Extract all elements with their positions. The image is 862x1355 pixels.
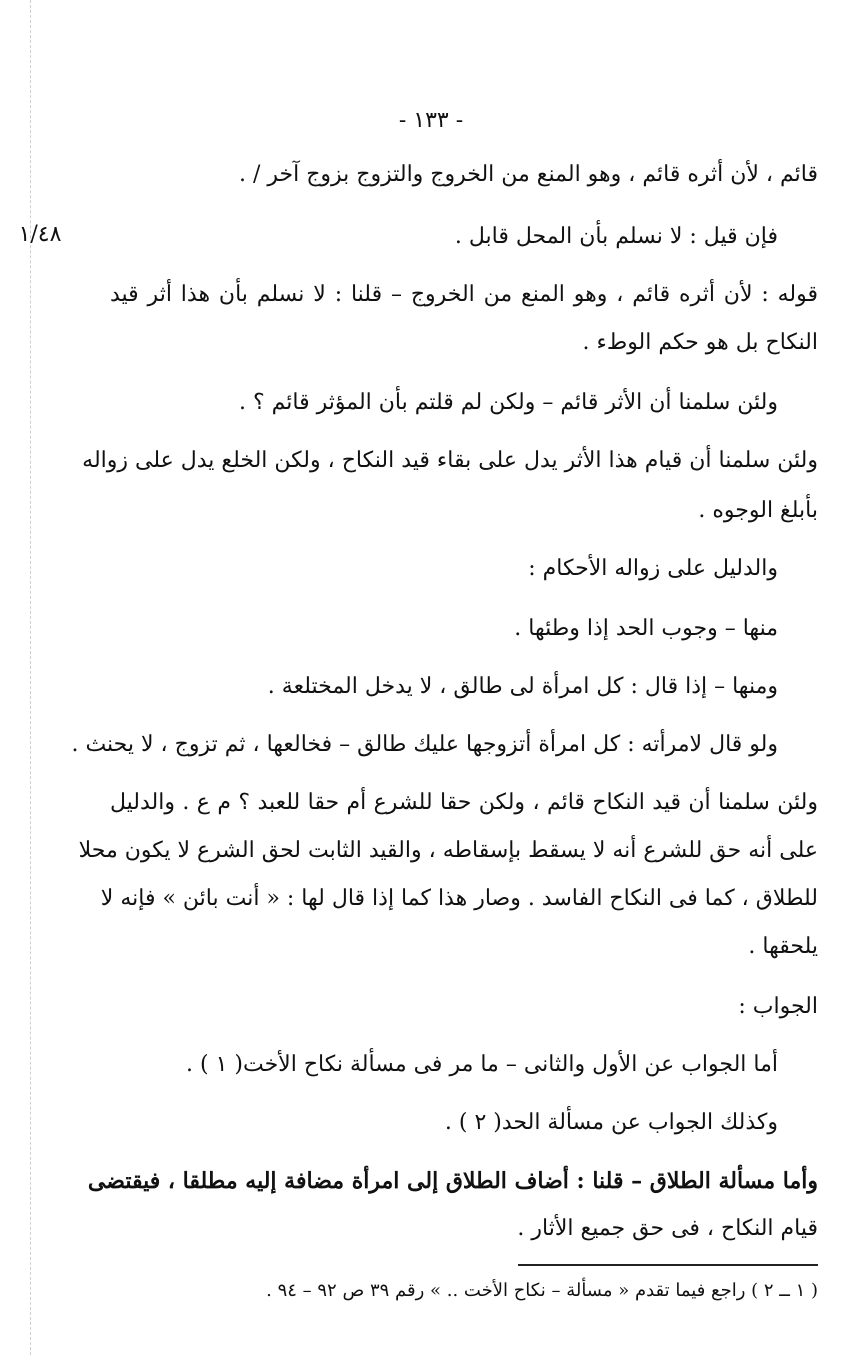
text-line: منها – وجوب الحد إذا وطئها . (514, 616, 778, 641)
text-line: قوله : لأن أثره قائم ، وهو المنع من الخروج – قلنا : لا نسلم بأن هذا أثر قيد (110, 282, 818, 307)
text-line: أما الجواب عن الأول والثانى – ما مر فى مسألة نكاح الأخت( ١ ) . (186, 1052, 778, 1077)
text-line: فإن قيل : لا نسلم بأن المحل قابل . (454, 224, 778, 249)
text-line: ولئن سلمنا أن الأثر قائم – ولكن لم قلتم بأن المؤثر قائم ؟ . (238, 390, 778, 415)
text-line: وأما مسألة الطلاق – قلنا : أضاف الطلاق إلى امرأة مضافة إليه مطلقا ، فيقتضى (87, 1168, 818, 1194)
text-line: وكذلك الجواب عن مسألة الحد( ٢ ) . (444, 1110, 778, 1135)
text-line: النكاح بل هو حكم الوطء . (582, 330, 818, 355)
left-margin-rule (30, 0, 31, 1355)
text-line: الجواب : (738, 994, 818, 1019)
margin-note: ١/٤٨ (18, 222, 62, 247)
text-line: ولو قال لامرأته : كل امرأة أتزوجها عليك طالق – فخالعها ، ثم تزوج ، لا يحنث . (71, 732, 778, 757)
text-line: ولئن سلمنا أن قيد النكاح قائم ، ولكن حقا للشرع أم حقا للعبد ؟ م ع . والدليل (110, 790, 818, 815)
text-line: للطلاق ، كما فى النكاح الفاسد . وصار هذا كما إذا قال لها : « أنت بائن » فإنه لا (100, 886, 818, 911)
text-line: بأبلغ الوجوه . (698, 498, 818, 523)
footnote-separator (518, 1264, 818, 1266)
text-line: ومنها – إذا قال : كل امرأة لى طالق ، لا يدخل المختلعة . (267, 674, 778, 699)
text-line: قيام النكاح ، فى حق جميع الأثار . (517, 1216, 818, 1241)
page-number: - ١٣٣ - (398, 108, 464, 133)
text-line: ولئن سلمنا أن قيام هذا الأثر يدل على بقاء قيد النكاح ، ولكن الخلع يدل على زواله (82, 448, 818, 473)
footnote: ( ١ ــ ٢ ) راجع فيما تقدم « مسألة – نكاح الأخت .. » رقم ٣٩ ص ٩٢ – ٩٤ . (266, 1280, 818, 1301)
text-line: على أنه حق للشرع أنه لا يسقط بإسقاطه ، والقيد الثابت لحق الشرع لا يكون محلا (78, 838, 818, 863)
text-line: والدليل على زواله الأحكام : (528, 556, 778, 581)
text-line: قائم ، لأن أثره قائم ، وهو المنع من الخروج والتزوج بزوج آخر / . (238, 162, 818, 187)
text-line: يلحقها . (748, 934, 818, 959)
